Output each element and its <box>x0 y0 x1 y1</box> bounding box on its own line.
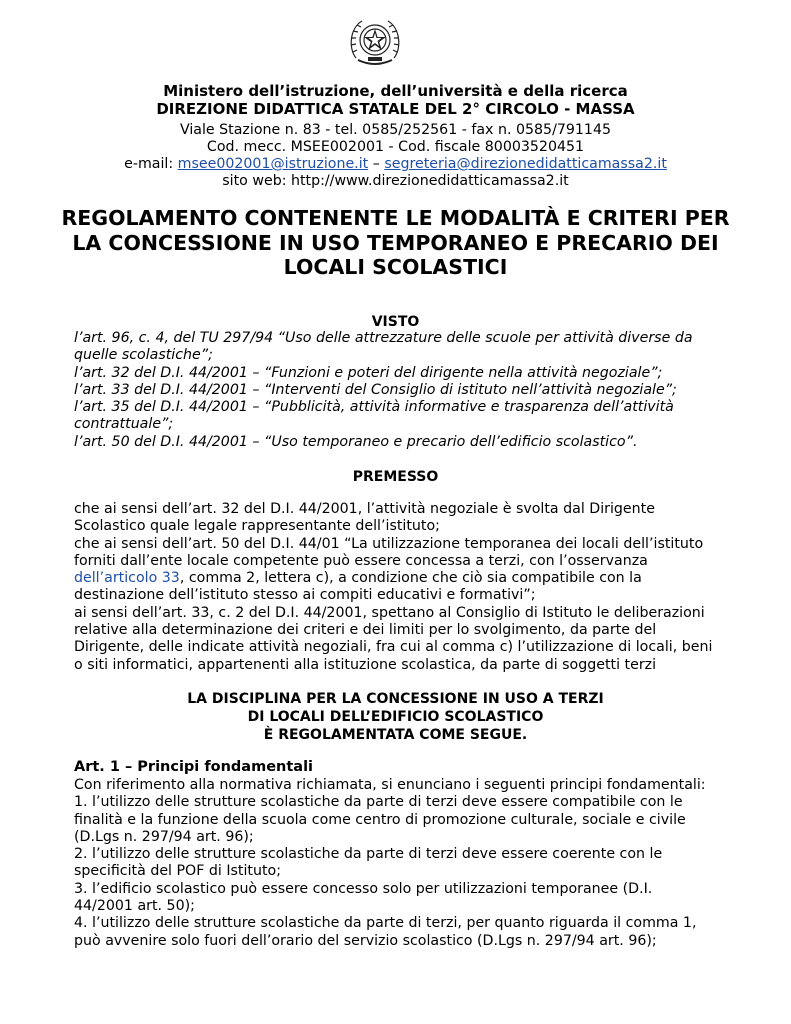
premesso-line: destinazione dell’istituto stesso ai compiti educativi e formativi”; <box>74 587 536 604</box>
art1-section <box>74 777 718 950</box>
disciplina-heading-line: DI LOCALI DELL’EDIFICIO SCOLASTICO <box>247 709 544 725</box>
email-link-segreteria[interactable]: segreteria@direzionedidatticamassa2.it <box>384 156 667 172</box>
premesso-line: che ai sensi dell’art. 32 del D.I. 44/2001, l’attività negoziale è svolta dal Dirigente <box>74 501 655 517</box>
visto-line: l’art. 35 del D.I. 44/2001 – “Pubblicità, attività informative e trasparenza dell’attività <box>74 399 674 416</box>
email-label: e-mail: <box>124 156 178 172</box>
art1-line: 2. l’utilizzo delle strutture scolastiche da parte di terzi deve essere coerente con le <box>74 846 663 863</box>
visto-line: l’art. 32 del D.I. 44/2001 – “Funzioni e poteri del dirigente nella attività negoziale”; <box>74 364 663 381</box>
disciplina-heading-line: LA DISCIPLINA PER LA CONCESSIONE IN USO A TERZI <box>187 691 604 707</box>
visto-line: l’art. 50 del D.I. 44/2001 – “Uso temporaneo e precario dell’edificio scolastico”. <box>74 433 638 450</box>
art1-line: 44/2001 art. 50); <box>74 898 195 915</box>
title-line: LOCALI SCOLASTICI <box>283 255 508 279</box>
title-line: LA CONCESSIONE IN USO TEMPORANEO E PRECARIO DEI <box>72 230 719 255</box>
premesso-line: ai sensi dell’art. 33, c. 2 del D.I. 44/2001, spettano al Consiglio di Istituto le deliberazioni <box>74 604 705 621</box>
email-link-istruzione[interactable]: msee002001@istruzione.it <box>177 156 369 172</box>
premesso-line-rest: , comma 2, lettera c), a condizione che ciò sia compatibile con la <box>179 570 642 587</box>
document-title <box>60 206 731 280</box>
disciplina-heading-line: È REGOLAMENTATA COME SEGUE. <box>263 727 528 743</box>
art1-line: finalità e la funzione della scuola come centro di promozione culturale, sociale e civile <box>74 811 686 828</box>
visto-heading: VISTO <box>371 314 420 330</box>
school-codes: Cod. mecc. MSEE002001 - Cod. fiscale 80003520451 <box>206 139 585 155</box>
school-address: Viale Stazione n. 83 - tel. 0585/252561 - fax n. 0585/791145 <box>179 122 612 138</box>
visto-line: quelle scolastiche”; <box>74 347 213 364</box>
premesso-line: forniti dall’ente locale competente può essere concessa a terzi, con l’osservanza <box>74 552 648 569</box>
direction-name: DIREZIONE DIDATTICA STATALE DEL 2° CIRCOLO - MASSA <box>156 100 635 118</box>
premesso-heading: PREMESSO <box>352 469 439 485</box>
art1-line: (D.Lgs n. 297/94 art. 96); <box>74 828 254 845</box>
premesso-section <box>74 501 718 674</box>
art1-line: Con riferimento alla normativa richiamata, si enunciano i seguenti principi fondamentali: <box>74 777 706 793</box>
art1-heading: Art. 1 – Principi fondamentali <box>74 759 314 775</box>
email-separator: – <box>368 156 385 172</box>
premesso-line: o siti informatici, appartenenti alla istituzione scolastica, da parte di soggetti terzi <box>74 656 657 673</box>
title-line: REGOLAMENTO CONTENENTE LE MODALITÀ E CRITERI PER <box>61 206 730 230</box>
visto-line: l’art. 33 del D.I. 44/2001 – “Interventi del Consiglio di istituto nell’attività negoziale”; <box>74 381 677 398</box>
website-line: sito web: http://www.direzionedidatticamassa2.it <box>222 173 569 189</box>
ministry-name: Ministero dell’istruzione, dell’università e della ricerca <box>163 82 628 100</box>
art1-line: 4. l’utilizzo delle strutture scolastiche da parte di terzi, per quanto riguarda il comma 1, <box>74 915 697 932</box>
premesso-line: relative alla determinazione dei criteri e dei limiti per lo svolgimento, da parte del <box>74 622 657 639</box>
premesso-line: che ai sensi dell’art. 50 del D.I. 44/01 “La utilizzazione temporanea dei locali dell’istituto <box>74 535 704 552</box>
art1-line: 1. l’utilizzo delle strutture scolastiche da parte di terzi deve essere compatibile con le <box>74 794 683 811</box>
articolo-33-link[interactable]: dell’articolo 33 <box>74 570 180 587</box>
visto-section <box>74 330 718 451</box>
art1-line: 3. l’edificio scolastico può essere concesso solo per utilizzazioni temporanee (D.I. <box>74 880 653 897</box>
premesso-line-with-link <box>74 570 718 587</box>
italian-republic-emblem-icon <box>346 14 404 70</box>
art1-line: specificità del POF di Istituto; <box>74 863 282 880</box>
premesso-line: Dirigente, delle indicate attività negoziali, fra cui al comma c) l’utilizzazione di locali, beni <box>74 639 713 656</box>
premesso-line: Scolastico quale legale rappresentante dell’istituto; <box>74 518 440 535</box>
visto-line: contrattuale”; <box>74 416 174 433</box>
art1-line: può avvenire solo fuori dell’orario del servizio scolastico (D.Lgs n. 297/94 art. 96); <box>74 932 657 949</box>
visto-line: l’art. 96, c. 4, del TU 297/94 “Uso delle attrezzature delle scuole per attività diverse da <box>74 330 693 346</box>
email-line <box>0 155 791 173</box>
